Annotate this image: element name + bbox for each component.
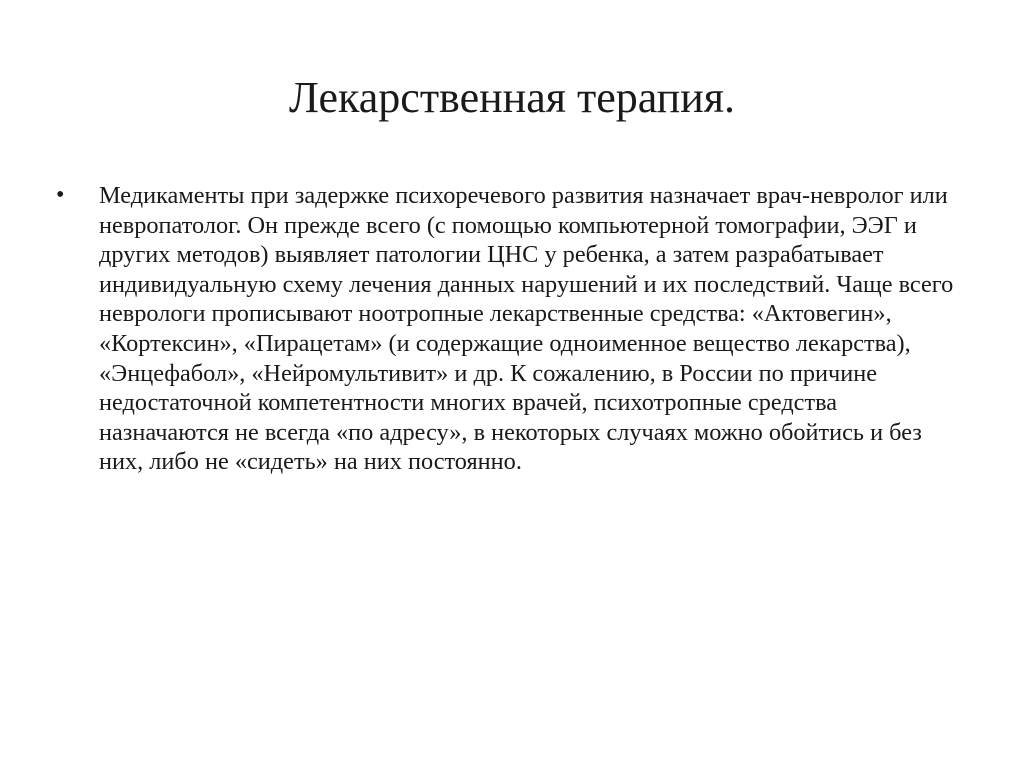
list-item [56,181,966,477]
bullet-text: Медикаменты при задержке психоречевого развития назначает врач-невролог или невропатолог. Он прежде всего (с помощью компьютерной томографии, ЭЭГ и других методов) выявляет патологии ЦНС у ребенка, а затем разрабатывает индивидуальную схему лечения данных нарушений и их последствий. Чаще всего неврологи прописывают ноотропные лекарственные средства: «Актовегин», «Кортексин», «Пирацетам» (и содержащие одноименное вещество лекарства), «Энцефабол», «Нейромультивит» и др. К сожалению, в России по причине недостаточной компетентности многих врачей, психотропные средства назначаются не всегда «по адресу», в некоторых случаях можно обойтись и без них, либо не «сидеть» на них постоянно. [99,182,954,476]
slide-title: Лекарственная терапия. [288,73,735,122]
bullet-marker: • [56,182,65,208]
bullet-list [56,181,966,477]
